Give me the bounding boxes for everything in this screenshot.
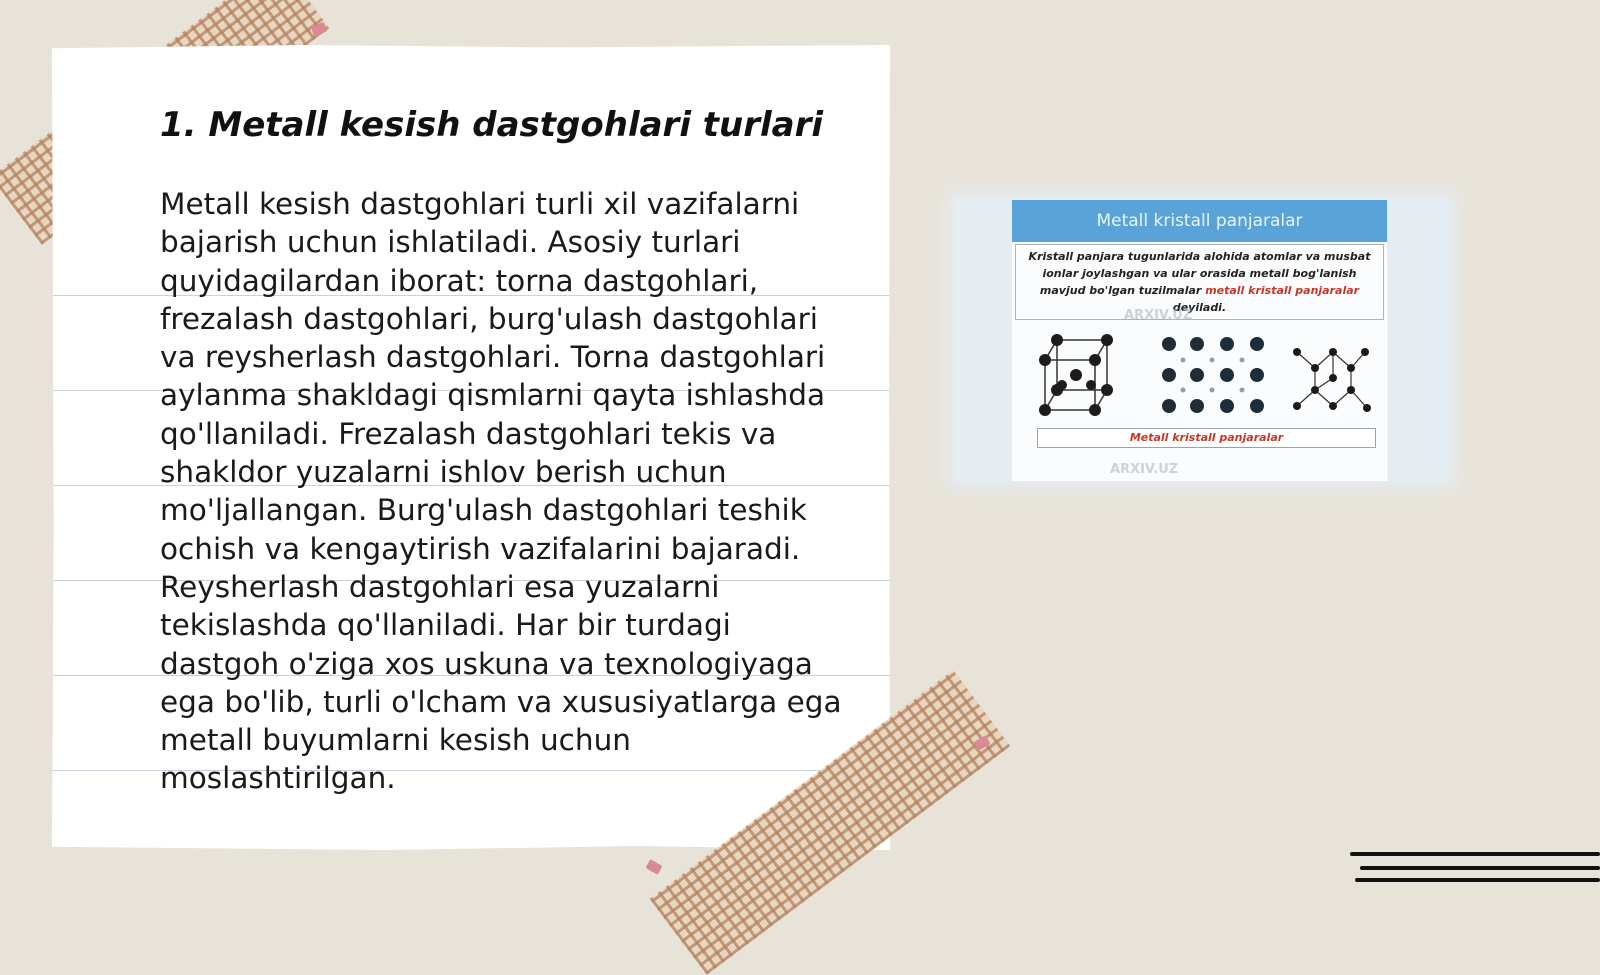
image-caption: Metall kristall panjaralar [1037,428,1376,448]
watermark: ARXIV.UZ [1124,308,1193,323]
slide-title: 1. Metall kesish dastgohlari turlari [160,105,824,145]
image-header: Metall kristall panjaralar [1012,200,1387,242]
slide-body-text: Metall kesish dastgohlari turli xil vazifalarni bajarish uchun ishlatiladi. Asosiy turlari quyidagilardan iborat: torna dastgohlari, frezalash dastgohlari, burg'ulash dastgohlari va reysherlash dastgohlari. Torna dastgohlari aylanma shakldagi qismlarni qayta ishlashda qo'llaniladi. Frezalash dastgohlari tekis va shakldor yuzalarni ishlov berish uchun mo'ljallangan. Burg'ulash dastgohlari teshik ochish va kengaytirish vazifalarini bajaradi. Reysherlash dastgohlari esa yuzalarni tekislashda qo'llaniladi. Har bir turdagi dastgoh o'ziga xos uskuna va texnologiyaga ega bo'lib, turli o'lcham va xususiyatlarga ega metall buyumlarni kesish uchun moslashtirilgan. [160,187,842,796]
cubic-lattice-illustration [1037,332,1137,422]
decor-line [1355,878,1600,882]
definition-text-end: deyiladi. [1172,301,1227,314]
watermark: ARXIV.UZ [1110,462,1179,477]
decor-line [1360,866,1600,870]
metal-crystal-lattice-image [955,198,1450,481]
dense-lattice-illustration [1157,332,1272,422]
tape-tab [645,859,662,875]
decor-line [1350,852,1600,856]
image-definition [1015,244,1384,320]
lattice-illustrations [1037,332,1377,424]
definition-text: Kristall panjara tugunlarida alohida atomlar va musbat ionlar joylashgan va ular orasida metall bog'lanish mavjud bo'lgan tuzilmalar [1028,250,1371,297]
image-card [1012,200,1387,481]
decorative-lines [1340,840,1600,900]
definition-highlight: metall kristall panjaralar [1205,284,1360,297]
diamond-lattice-illustration [1287,332,1372,422]
